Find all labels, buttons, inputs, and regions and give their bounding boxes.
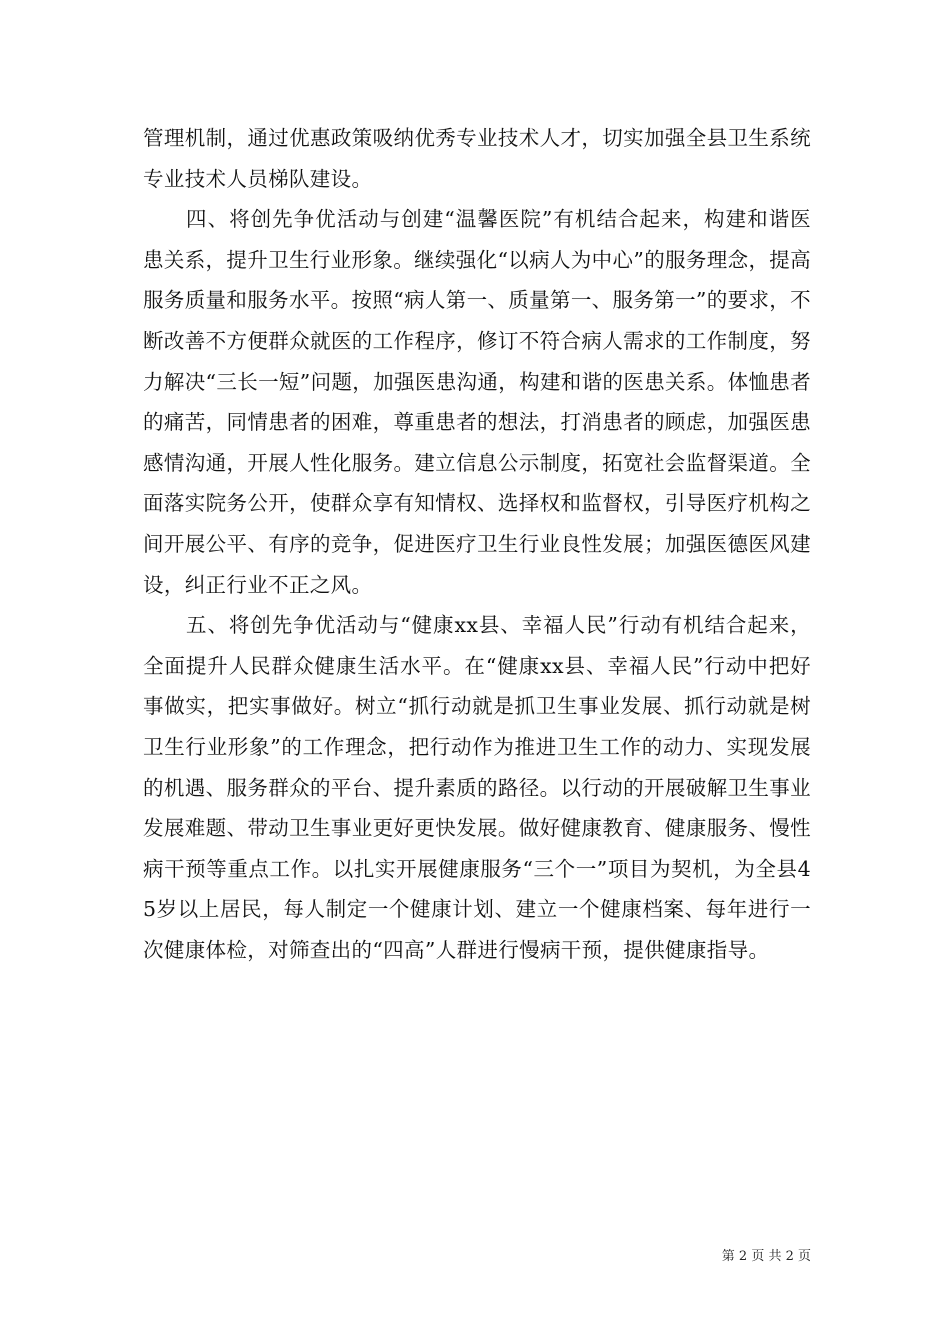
document-body <box>143 118 811 970</box>
page-number-footer: 第 2 页 共 2 页 <box>721 1249 811 1264</box>
paragraph-item-four: 四、将创先争优活动与创建“温馨医院”有机结合起来，构建和谐医患关系，提升卫生行业形象。继续强化“以病人为中心”的服务理念，提高服务质量和服务水平。按照“病人第一、质量第一、服务第一”的要求，不断改善不方便群众就医的工作程序，修订不符合病人需求的工作制度，努力解决“三长一短”问题，加强医患沟通，构建和谐的医患关系。体恤患者的痛苦，同情患者的困难，尊重患者的想法，打消患者的顾虑，加强医患感情沟通，开展人性化服务。建立信息公示制度，拓宽社会监督渠道。全面落实院务公开，使群众享有知情权、选择权和监督权，引导医疗机构之间开展公平、有序的竞争，促进医疗卫生行业良性发展；加强医德医风建设，纠正行业不正之风。 <box>143 207 812 597</box>
paragraph-item-five: 五、将创先争优活动与“健康xx县、幸福人民”行动有机结合起来，全面提升人民群众健康生活水平。在“健康xx县、幸福人民”行动中把好事做实，把实事做好。树立“抓行动就是抓卫生事业发展、抓行动就是树卫生行业形象”的工作理念，把行动作为推进卫生工作的动力、实现发展的机遇、服务群众的平台、提升素质的路径。以行动的开展破解卫生事业发展难题、带动卫生事业更好更快发展。做好健康教育、健康服务、慢性病干预等重点工作。以扎实开展健康服务“三个一”项目为契机，为全县45岁以上居民，每人制定一个健康计划、建立一个健康档案、每年进行一次健康体检，对筛查出的“四高”人群进行慢病干预，提供健康指导。 <box>143 613 811 962</box>
paragraph-continuation: 管理机制，通过优惠政策吸纳优秀专业技术人才，切实加强全县卫生系统专业技术人员梯队建设。 <box>143 126 811 191</box>
